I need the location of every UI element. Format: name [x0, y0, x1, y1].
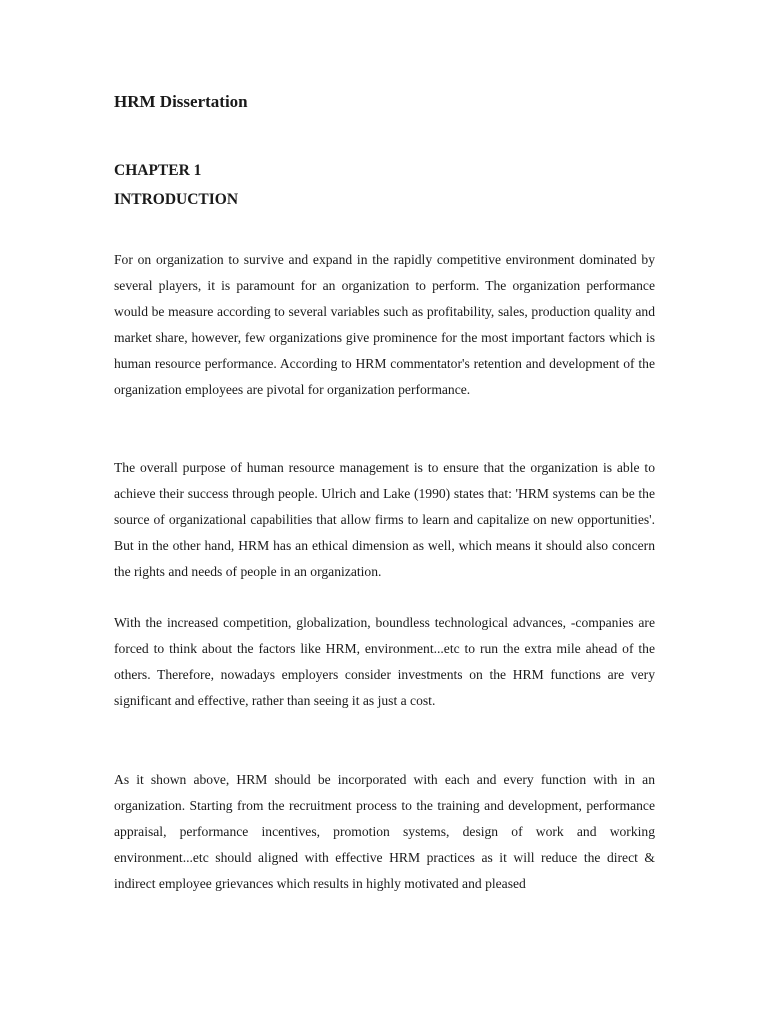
- document-title: HRM Dissertation: [114, 92, 248, 111]
- chapter-title: INTRODUCTION: [114, 191, 239, 208]
- chapter-number: CHAPTER 1: [114, 162, 202, 179]
- paragraph: The overall purpose of human resource management is to ensure that the organization is able to achieve their success through people. Ulrich and Lake (1990) states that: 'HRM systems can be the source of organizational capabilities that allow firms to learn and capitalize on new opportunities'. But in the other hand, HRM has an ethical dimension as well, which means it should also concern the rights and needs of people in an organization.: [114, 460, 655, 579]
- paragraph: For on organization to survive and expand in the rapidly competitive environment dominated by several players, it is paramount for an organization to perform. The organization performance would be measure according to several variables such as profitability, sales, production quality and market share, however, few organizations give prominence for the most important factors which is human resource performance. According to HRM commentator's retention and development of the organization employees are pivotal for organization performance.: [114, 252, 655, 397]
- paragraph: As it shown above, HRM should be incorporated with each and every function with in an organization. Starting from the recruitment process to the training and development, performance appraisal, performance incentives, promotion systems, design of work and working environment...etc should aligned with effective HRM practices as it will reduce the direct & indirect employee grievances which results in highly motivated and pleased: [114, 772, 655, 891]
- paragraph: With the increased competition, globalization, boundless technological advances, -companies are forced to think about the factors like HRM, environment...etc to run the extra mile ahead of the others. Therefore, nowadays employers consider investments on the HRM functions are very significant and effective, rather than seeing it as just a cost.: [114, 615, 655, 708]
